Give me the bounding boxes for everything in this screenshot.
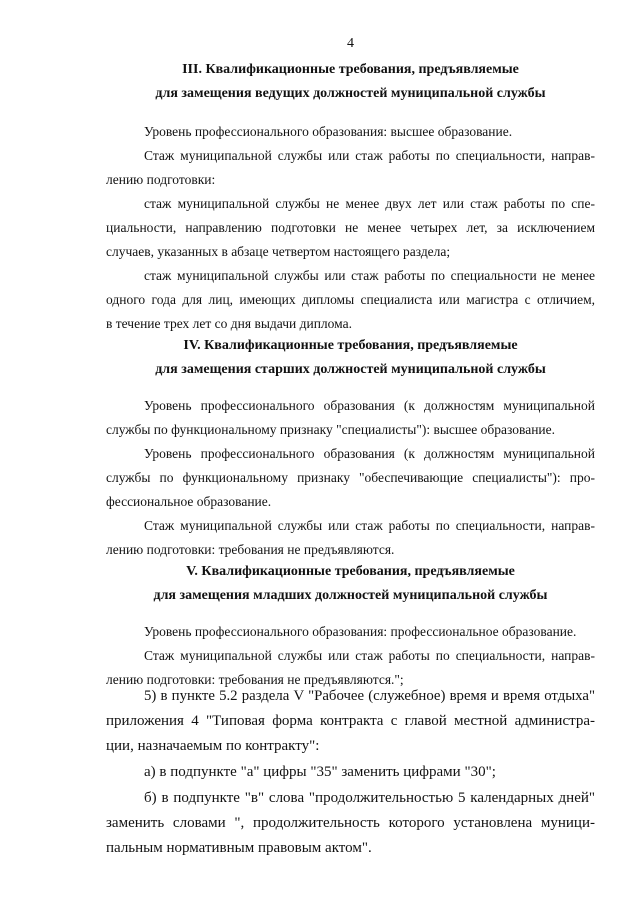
section-iii-paragraph <box>106 264 595 336</box>
paragraph-line: Стаж муниципальной службы или стаж работы по специальности, направ- <box>144 518 595 533</box>
paragraph-line: фессиональное образование. <box>106 494 272 509</box>
paragraph-line: лению подготовки: требования не предъявляются. <box>106 542 395 557</box>
section-iv-heading <box>106 334 595 382</box>
section-iv-paragraph <box>106 514 595 562</box>
amendment-paragraph <box>106 684 595 759</box>
section-iv-paragraph <box>106 442 595 514</box>
section-iv-paragraph <box>106 394 595 442</box>
paragraph-line: заменить словами ", продолжительность которого установлена муници- <box>106 815 595 831</box>
page-number: 4 <box>347 36 354 51</box>
section-iii-heading <box>106 58 595 106</box>
paragraph-line: приложения 4 "Типовая форма контракта с главой местной администра- <box>106 713 595 729</box>
paragraph-line: Уровень профессионального образования: высшее образование. <box>144 124 513 139</box>
paragraph-line: Уровень профессионального образования (к должностям муниципальной <box>144 446 595 461</box>
section-iii-paragraph <box>106 120 595 144</box>
section-v-heading-line: для замещения младших должностей муниципальной службы <box>153 588 548 603</box>
paragraph-line: циальности, направлению подготовки не менее четырех лет, за исключением <box>106 220 595 235</box>
paragraph-line: Уровень профессионального образования (к должностям муниципальной <box>144 398 595 413</box>
paragraph-line: лению подготовки: <box>106 172 216 187</box>
section-v-paragraph <box>106 620 595 644</box>
amendment-paragraph <box>106 760 595 785</box>
section-iv-heading-line: для замещения старших должностей муниципальной службы <box>155 362 546 377</box>
paragraph-line: лению подготовки: требования не предъявляются."; <box>106 672 404 687</box>
section-v-heading <box>106 560 595 608</box>
paragraph-line: стаж муниципальной службы или стаж работы по специальности не менее <box>144 268 595 283</box>
section-iii-paragraph <box>106 144 595 192</box>
paragraph-line: службы по функциональному признаку "обеспечивающие специалисты"): про- <box>106 470 595 485</box>
paragraph-line: б) в подпункте "в" слова "продолжительностью 5 календарных дней" <box>144 790 595 806</box>
paragraph-line: а) в подпункте "а" цифры "35" заменить цифрами "30"; <box>144 764 496 780</box>
paragraph-line: одного года для лиц, имеющих дипломы специалиста или магистра с отличием, <box>106 292 595 307</box>
paragraph-line: 5) в пункте 5.2 раздела V "Рабочее (служебное) время и время отдыха" <box>144 688 595 704</box>
paragraph-line: Стаж муниципальной службы или стаж работы по специальности, направ- <box>144 648 595 663</box>
paragraph-line: стаж муниципальной службы не менее двух лет или стаж работы по спе- <box>144 196 595 211</box>
paragraph-line: ции, назначаемым по контракту": <box>106 738 320 754</box>
section-iii-heading-line: для замещения ведущих должностей муниципальной службы <box>155 86 546 101</box>
paragraph-line: службы по функциональному признаку "специалисты"): высшее образование. <box>106 422 556 437</box>
section-iv-heading-line: IV. Квалификационные требования, предъявляемые <box>183 338 518 353</box>
paragraph-line: Стаж муниципальной службы или стаж работы по специальности, направ- <box>144 148 595 163</box>
section-iii-heading-line: III. Квалификационные требования, предъявляемые <box>182 62 519 77</box>
amendment-paragraph <box>106 786 595 861</box>
paragraph-line: в течение трех лет со дня выдачи диплома. <box>106 316 352 331</box>
paragraph-line: Уровень профессионального образования: профессиональное образование. <box>144 624 577 639</box>
paragraph-line: пальным нормативным правовым актом". <box>106 840 372 856</box>
section-v-heading-line: V. Квалификационные требования, предъявляемые <box>186 564 515 579</box>
paragraph-line: случаев, указанных в абзаце четвертом настоящего раздела; <box>106 244 451 259</box>
section-iii-paragraph <box>106 192 595 264</box>
